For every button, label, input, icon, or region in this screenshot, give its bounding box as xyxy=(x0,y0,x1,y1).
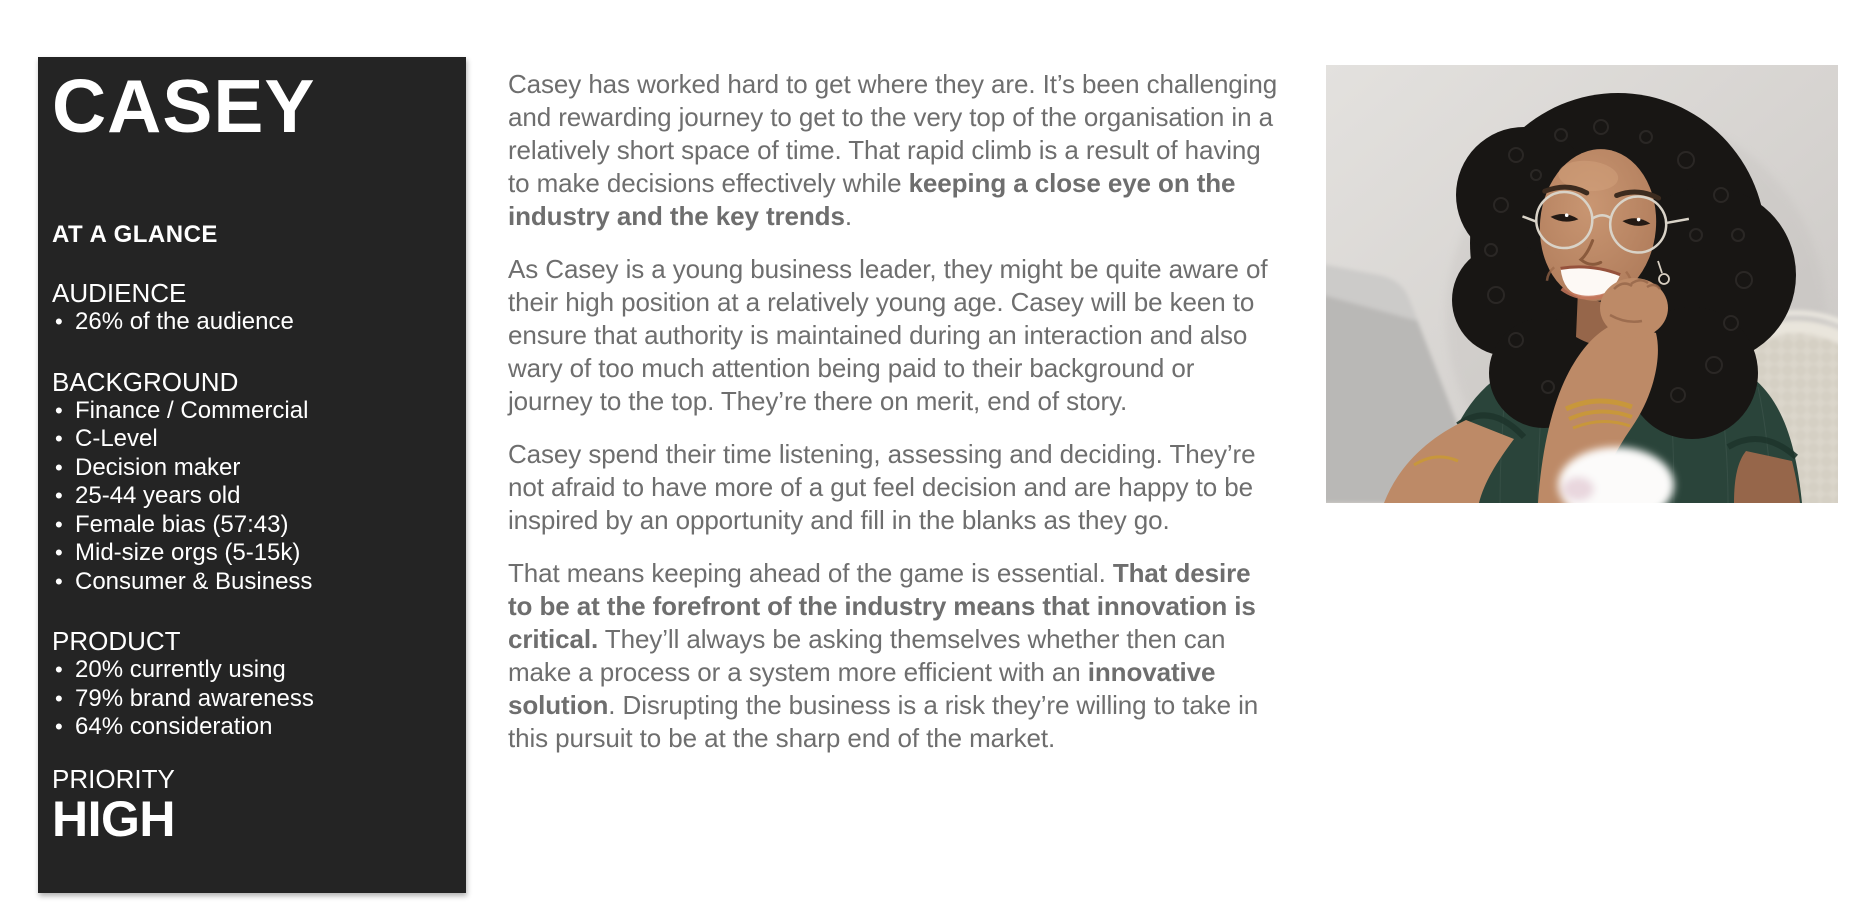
text-run: As Casey is a young business leader, they might be quite aware of their high position at a relatively young age. Casey will be keen to ensure that authority is maintained during an interaction and also wary of too much attention being paid to their background or journey to the top. They’re there on merit, end of story. xyxy=(508,254,1268,416)
section-list xyxy=(52,397,454,597)
list-item-text: 26% of the audience xyxy=(75,308,294,335)
bullet-icon: • xyxy=(55,454,63,480)
description-paragraph xyxy=(508,557,1280,755)
sidebar xyxy=(38,57,466,893)
list-item-text: C-Level xyxy=(75,425,158,452)
bullet-icon: • xyxy=(55,568,63,594)
bold-text: That desire to be at the forefront of the industry means that innovation is critical. xyxy=(508,558,1256,654)
list-item xyxy=(52,713,454,742)
description-paragraph xyxy=(508,438,1280,537)
bullet-icon: • xyxy=(55,426,63,451)
section-heading: PRODUCT xyxy=(52,626,181,656)
description-paragraph xyxy=(508,68,1280,233)
list-item xyxy=(52,568,454,597)
list-item-text: Decision maker xyxy=(75,453,241,481)
section-heading: AUDIENCE xyxy=(52,278,187,308)
list-item xyxy=(52,454,454,483)
bullet-icon: • xyxy=(55,397,63,423)
bold-text: innovative solution xyxy=(508,657,1216,720)
list-item xyxy=(52,511,454,540)
list-item xyxy=(52,539,454,568)
list-item xyxy=(52,397,454,426)
text-run: Casey has worked hard to get where they are. It’s been challenging and rewarding journey to get to the very top of the organisation in a relatively short space of time. That rapid climb is a result of having to make decisions effectively while xyxy=(508,69,1278,198)
text-run: Casey spend their time listening, assessing and deciding. They’re not afraid to have more of a gut feel decision and are happy to be inspired by an opportunity and fill in the blanks as they go. xyxy=(508,439,1256,535)
text-run: . xyxy=(844,201,852,231)
sidebar-section-audience xyxy=(52,279,454,337)
bullet-icon: • xyxy=(55,483,63,508)
list-item-text: Mid-size orgs (5-15k) xyxy=(75,539,301,566)
bullet-icon: • xyxy=(55,540,63,565)
list-item-text: Finance / Commercial xyxy=(75,396,309,424)
bullet-icon: • xyxy=(55,511,63,537)
persona-name: CASEY xyxy=(52,64,316,148)
at-a-glance-heading: AT A GLANCE xyxy=(52,221,218,248)
priority-label: PRIORITY xyxy=(52,763,175,794)
section-list xyxy=(52,308,454,337)
list-item-text: 25-44 years old xyxy=(75,482,241,509)
list-item-text: 79% brand awareness xyxy=(75,684,314,712)
bullet-icon: • xyxy=(55,309,63,334)
list-item-text: Female bias (57:43) xyxy=(75,510,289,538)
bullet-icon: • xyxy=(55,685,63,711)
sidebar-sections xyxy=(52,279,454,742)
sidebar-section-product xyxy=(52,627,454,742)
section-list xyxy=(52,656,454,742)
section-heading: BACKGROUND xyxy=(52,366,239,397)
persona-photo xyxy=(1326,65,1838,503)
text-run: That means keeping ahead of the game is essential. xyxy=(508,558,1113,588)
list-item xyxy=(52,308,454,337)
priority-value: HIGH xyxy=(52,790,175,847)
list-item xyxy=(52,685,454,714)
text-run: . Disrupting the business is a risk they’re willing to take in this pursuit to be at the sharp end of the market. xyxy=(508,690,1259,753)
list-item-text: 20% currently using xyxy=(75,656,286,683)
bold-text: keeping a close eye on the industry and the key trends xyxy=(508,168,1236,231)
persona-description xyxy=(508,68,1280,775)
bullet-icon: • xyxy=(55,657,63,682)
description-paragraph xyxy=(508,253,1280,418)
bullet-icon: • xyxy=(55,714,63,739)
list-item xyxy=(52,482,454,511)
photo-illustration xyxy=(1326,65,1838,503)
text-run: They’ll always be asking themselves whether then can make a process or a system more efficient with an xyxy=(508,624,1226,687)
list-item-text: Consumer & Business xyxy=(75,567,313,595)
list-item-text: 64% consideration xyxy=(75,713,273,740)
sidebar-section-background xyxy=(52,368,454,597)
list-item xyxy=(52,425,454,454)
list-item xyxy=(52,656,454,685)
